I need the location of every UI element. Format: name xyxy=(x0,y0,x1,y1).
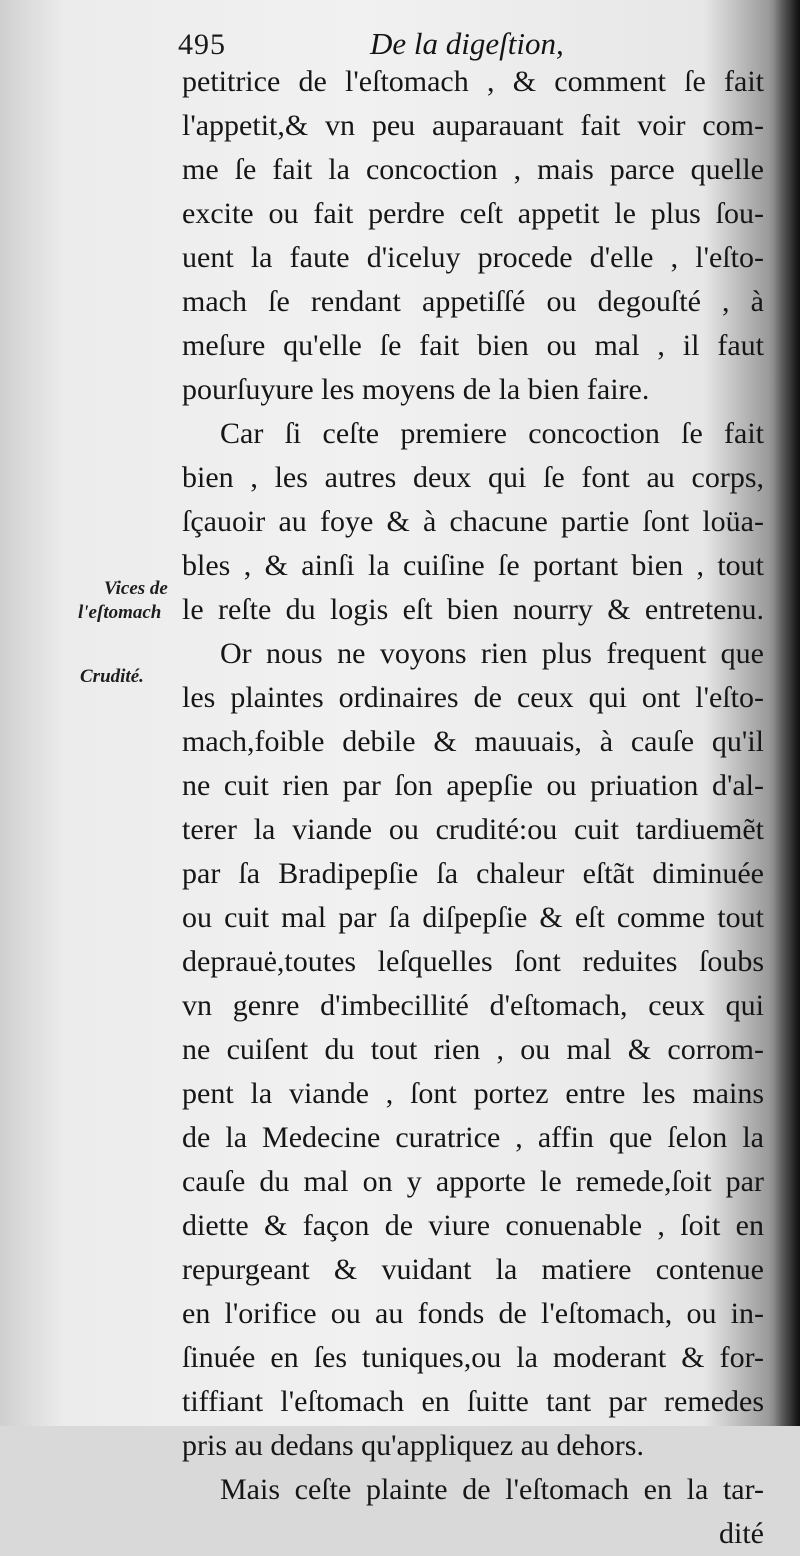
text-line: mach,foible debile & mauuais, à cauſe qu'il xyxy=(182,725,764,758)
text-line: ne cuiſent du tout rien , ou mal & corrom- xyxy=(182,1033,764,1066)
text-line: ſçauoir au foye & à chacune partie ſont loüa- xyxy=(182,505,764,538)
text-line: uent la faute d'iceluy procede d'elle , l'eſto- xyxy=(182,241,764,274)
text-line: bien , les autres deux qui ſe font au corps, xyxy=(182,461,764,494)
running-title: De la digeſtion, xyxy=(370,26,564,61)
text-line: vn genre d'imbecillité d'eſtomach, ceux qui xyxy=(182,989,764,1022)
text-line: bles , & ainſi la cuiſine ſe portant bien , tout xyxy=(182,549,764,582)
page-number: 495 xyxy=(178,28,226,61)
text-line: ne cuit rien par ſon apepſie ou priuation d'al- xyxy=(182,769,764,802)
text-line: Car ſi ceſte premiere concoction ſe fait xyxy=(220,417,764,450)
text-line: petitrice de l'eſtomach , & comment ſe fait xyxy=(182,65,764,98)
text-line: terer la viande ou crudité:ou cuit tardiuemẽt xyxy=(182,813,764,846)
text-line: les plaintes ordinaires de ceux qui ont l'eſto- xyxy=(182,681,764,714)
text-line: me ſe fait la concoction , mais parce quelle xyxy=(182,153,764,186)
margin-note-vices-line1: Vices de xyxy=(104,578,168,599)
text-line: cauſe du mal on y apporte le remede,ſoit par xyxy=(182,1165,764,1198)
margin-note-vices xyxy=(78,578,168,624)
text-line: ſinuée en ſes tuniques,ou la moderant & for- xyxy=(182,1341,764,1374)
text-line: le reſte du logis eſt bien nourry & entretenu. xyxy=(182,593,764,626)
text-line: pourſuyure les moyens de la bien faire. xyxy=(182,373,650,406)
text-line: pris au dedans qu'appliquez au dehors. xyxy=(182,1429,644,1462)
text-line: excite ou fait perdre ceſt appetit le plus ſou- xyxy=(182,197,764,230)
text-line: mach ſe rendant appetiſſé ou degouſté , à xyxy=(182,285,764,318)
catchword: dité xyxy=(719,1517,764,1550)
body-text xyxy=(182,60,764,1556)
text-line: pent la viande , ſont portez entre les mains xyxy=(182,1077,764,1110)
text-line: meſure qu'elle ſe fait bien ou mal , il faut xyxy=(182,329,764,362)
page-gutter-shadow xyxy=(774,0,800,1426)
margin-note-vices-line2: l'eſtomach xyxy=(78,602,162,623)
margin-note-crudite: Crudité. xyxy=(80,666,144,687)
text-line: en l'orifice ou au fonds de l'eſtomach, ou in- xyxy=(182,1297,764,1330)
text-line: Or nous ne voyons rien plus frequent que xyxy=(220,637,764,670)
text-line: diette & façon de viure conuenable , ſoit en xyxy=(182,1209,764,1242)
text-line: de la Medecine curatrice , affin que ſelon la xyxy=(182,1121,764,1154)
text-line: repurgeant & vuidant la matiere contenue xyxy=(182,1253,764,1286)
text-line: Mais ceſte plainte de l'eſtomach en la tar- xyxy=(220,1473,764,1506)
text-line: ou cuit mal par ſa diſpepſie & eſt comme tout xyxy=(182,901,764,934)
text-line: deprauė,toutes leſquelles ſont reduites ſoubs xyxy=(182,945,764,978)
text-line: l'appetit,& vn peu auparauant fait voir com- xyxy=(182,109,764,142)
text-line: tiffiant l'eſtomach en ſuitte tant par remedes xyxy=(182,1385,764,1418)
text-line: par ſa Bradipepſie ſa chaleur eſtãt diminuée xyxy=(182,857,764,890)
